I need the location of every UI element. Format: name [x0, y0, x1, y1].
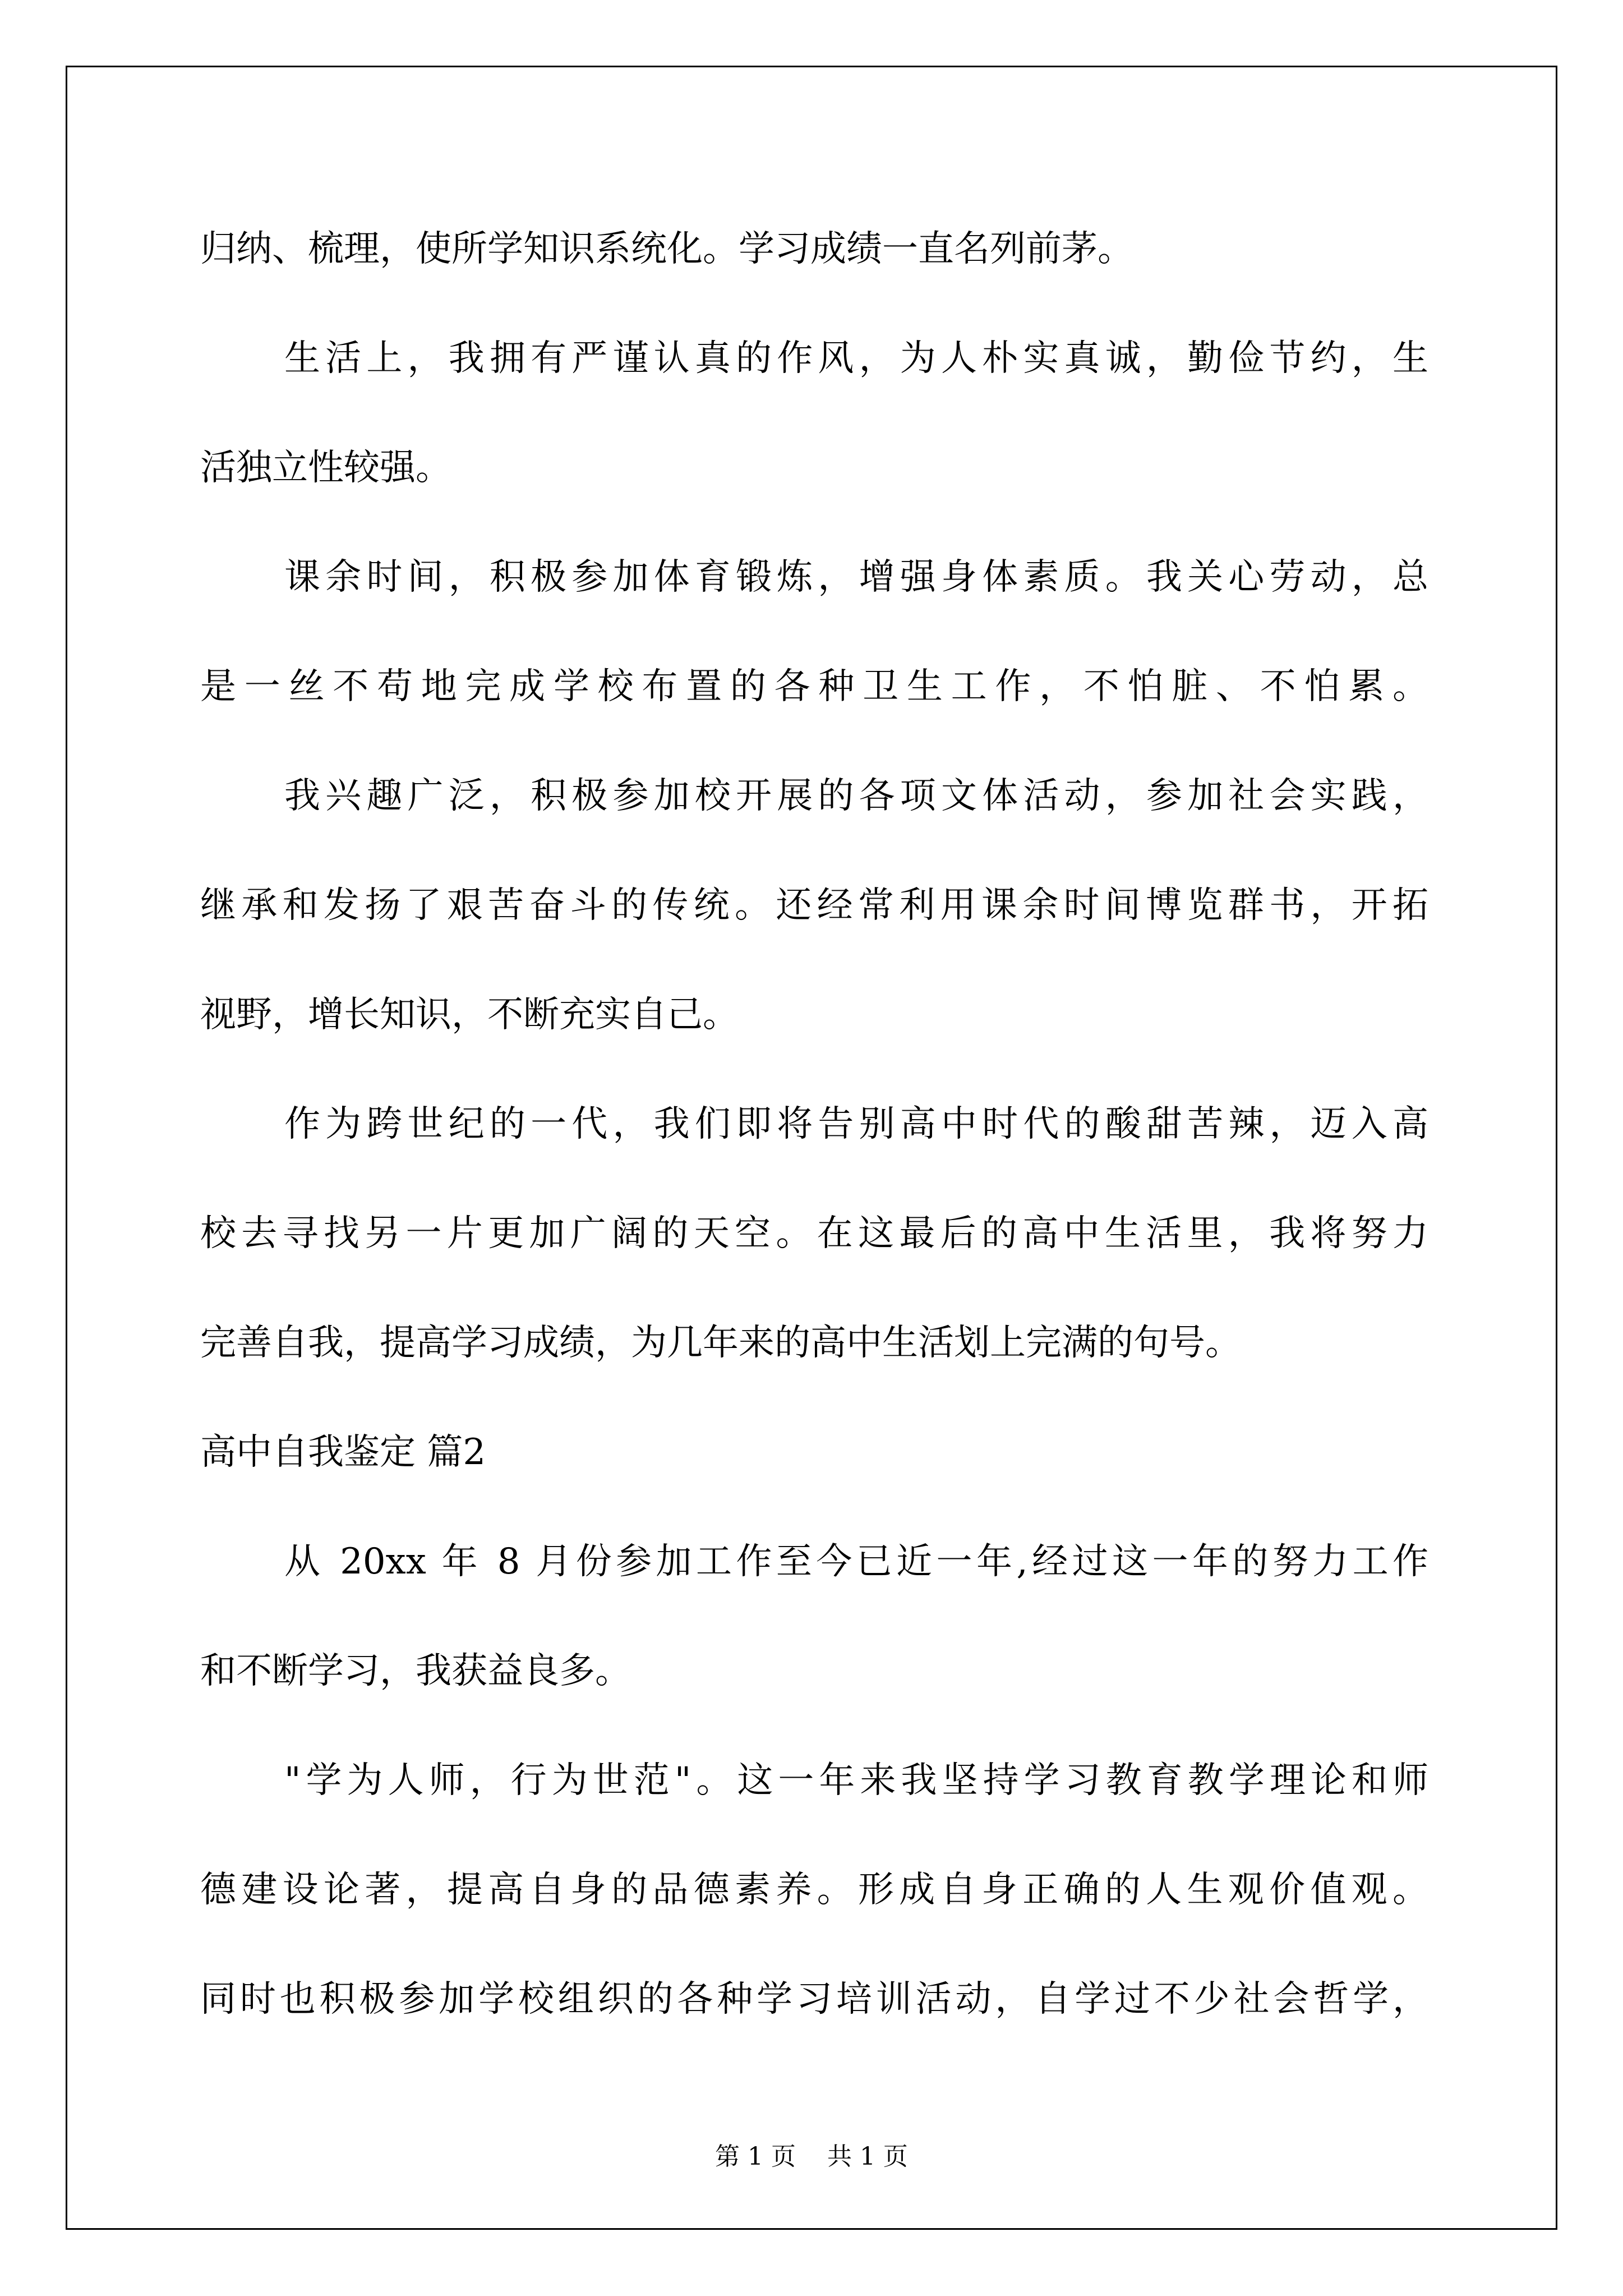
text-line: 我兴趣广泛，积极参加校开展的各项文体活动，参加社会实践， [284, 775, 1428, 817]
text-line: 和不断学习，我获益良多。 [200, 1650, 631, 1692]
text-line: 活独立性较强。 [200, 447, 451, 489]
text-line: 同时也积极参加学校组织的各种学习培训活动，自学过不少社会哲学， [200, 1978, 1428, 2020]
text-line: 继承和发扬了艰苦奋斗的传统。还经常利用课余时间博览群书，开拓 [200, 885, 1428, 926]
text-line: "学为人师，行为世范"。这一年来我坚持学习教育教学理论和师 [284, 1760, 1428, 1801]
text-line: 视野，增长知识，不断充实自己。 [200, 994, 739, 1036]
text-line: 德建设论著，提高自身的品德素养。形成自身正确的人生观价值观。 [200, 1869, 1428, 1911]
text-line: 完善自我，提高学习成绩，为几年来的高中生活划上完满的句号。 [200, 1322, 1241, 1364]
text-line: 从 20xx 年 8 月份参加工作至今已近一年,经过这一年的努力工作 [284, 1541, 1428, 1582]
text-line: 作为跨世纪的一代，我们即将告别高中时代的酸甜苦辣，迈入高 [284, 1103, 1428, 1145]
section-heading: 高中自我鉴定 篇2 [200, 1432, 486, 1473]
text-line: 生活上，我拥有严谨认真的作风，为人朴实真诚，勤俭节约，生 [284, 338, 1428, 379]
text-line: 归纳、梳理，使所学知识系统化。学习成绩一直名列前茅。 [200, 228, 1133, 270]
page-footer: 第 1 页 共 1 页 [715, 2142, 908, 2171]
text-line: 是一丝不苟地完成学校布置的各种卫生工作，不怕脏、不怕累。 [200, 666, 1428, 707]
text-line: 校去寻找另一片更加广阔的天空。在这最后的高中生活里，我将努力 [200, 1213, 1428, 1254]
text-line: 课余时间，积极参加体育锻炼，增强身体素质。我关心劳动，总 [284, 556, 1428, 598]
